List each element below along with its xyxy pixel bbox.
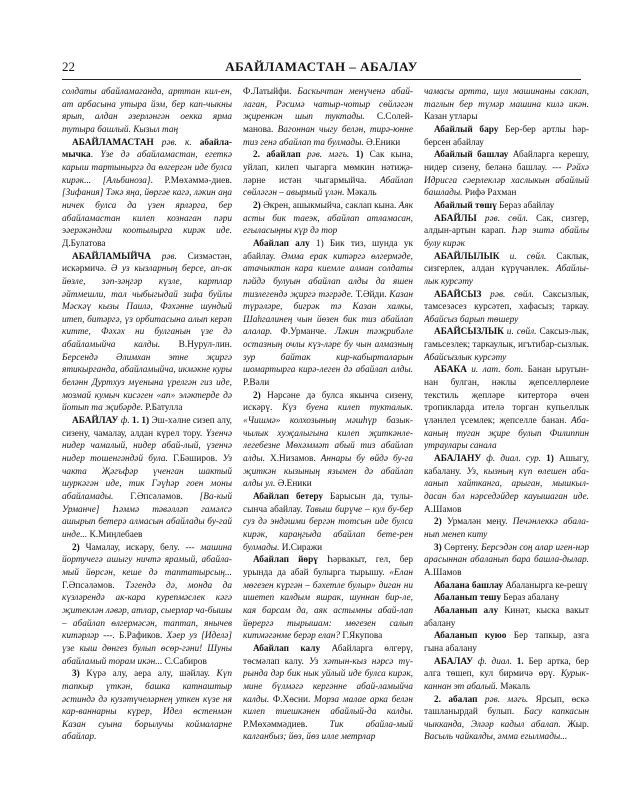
entry-headword: АБАЛАНУ [434,454,482,465]
dictionary-entry [424,580,589,593]
entry-headword: 1. 1) [132,416,150,427]
dictionary-entry [424,200,589,213]
dictionary-entry [243,491,413,554]
entry-example: Тавыш бирүче – кул бу-бер суз дә эндәшми бергән тотсын иде булса кирәк, караңгыда абайлап бете-рен булмады. [243,504,413,553]
entry-text: Мәкаль [497,681,531,692]
entry-example: Тәгендә дә, монда да күзләрендә ак-кара курепмәслек кәгә җитеклән ләвәр, атлар, сыерлар ча-бышы – абайлап өлгермәсән, таптап, янычев китәрләр ---. [62,580,232,642]
entry-text: Бераз абалану [500,593,559,604]
entry-text: Урмалән меңу. [441,517,513,528]
dictionary-entry [424,453,589,516]
running-title: АБАЙЛАМАСТАН – АБАЛАУ [225,59,418,74]
entry-text: Ашыгу, кабалану. [424,454,589,477]
entry-text: Саклык, сизгерлек, алдан күрүчәнлек. [424,251,589,275]
entry-example: Ләкин тәҗрибәле остазның очлы күз-ләре бу чын алмазның зур байтак кир-кабырталарын шомартырга кирә-леген дә абайлап алды. [243,327,413,376]
entry-example: Вагоннан чыгу белән, тирә-юнне тиз генә абайлап та булмады. [243,124,413,148]
entry-headword: АБАКА [434,365,467,376]
dictionary-entry [243,238,413,390]
entry-example: [Зифания] Тәкә яңа, йөргәе кагә, ләкин аңа ничек булса да үзен ярләрга, бер абайламастан килеп кознаган пәри эәерәкәндәш коотылырга кирәк иде. [62,188,232,237]
entry-example: Күз буена килеп тукталык. «Чишмә» колхозының мәшһүр базык-чылык хуҗалыгына килеп җиткәнле-легебезне Мөхәммәт абый тиз абайлап алды. [243,403,413,465]
entry-example: Һәр эштә абайлы булу кирәк [424,226,589,249]
entry-headword: Абалана башлау [434,580,503,591]
entry-example: ф. [118,416,133,427]
entry-text: Жыр. [560,719,589,730]
entry-text: Бер артка, бер алга төшеп, кул бирмичә өрү. [424,656,589,680]
entry-headword: абайла-мычка [62,137,232,161]
entry-example: солдаты абайламаганда, арттан кил-ен, ат арбасына утыра йэм, бер кап-чыкны ярып, алдан әзерләнгән оекка ярма тутыра башлый. Кызыл таң [62,87,232,135]
entry-text: Саксызлык, тамсезәсез курсәтеп, хафасыз; таркау. [424,289,589,313]
entry-text: . [90,150,101,161]
entry-example: [Ва-кый Урманче] Һәммә тәвәлләп гамәлсә ашырып бетерә алмасын абайлады бу-гай инде... [62,492,232,540]
entry-text: Бер тапкыр, азга гына абалану [424,631,589,654]
entry-headword: АБАЙЛЫ [434,213,477,224]
entry-text: Әкрен, ашыкмыйча, саклап кына. [260,200,399,211]
entry-headword: 3) [434,542,442,553]
entry-headword: АБАЛАУ [434,656,474,667]
entry-headword: Абаланып куюо [434,631,507,642]
entry-text: Сак, сизгер, алдын-артын карап. [424,213,589,237]
dictionary-entry [243,200,413,238]
dictionary-entry [424,656,589,694]
entry-example: Абайлы-лык курсәту [424,264,589,287]
entry-example: --- машина йортучегә ашыгу ничтә ярамый, абайла-мый йөрсән, кеше дә таптатырсың... [62,542,232,578]
entry-example: Тик абайла-мый калганбыз; йөз, йөз илле метрлар [243,719,413,743]
dictionary-entry [243,643,413,744]
entry-text: Күрә алу, аера алу, шәйлау. [79,669,217,680]
text-column-right [424,86,589,786]
dictionary-entry [424,364,589,453]
entry-headword: Абайлый төшү [434,200,497,211]
entry-text: Р.Мөхәммәдиев. [243,719,330,730]
entry-text: Г.Әпсәләмов. [113,492,200,502]
dictionary-entry [424,149,589,200]
entry-text: Г.Якупова [340,631,383,642]
entry-text: 1) Бик тиз, шунда ук абайлау. [243,238,413,262]
dictionary-entry [424,124,589,149]
entry-headword: Абаланып алу [434,605,499,616]
entry-example: Хәер уз [Иделә] үзе кыш дөнгез булып өсөр-гәни! Шуны абайламый торам икән... [62,631,232,667]
entry-example: мәгъ. [328,150,356,161]
entry-example: Басу капкасын чыкканда, Эләәр кадыл абалап. [424,707,589,730]
entry-headword: АБАЙЛАУ [72,416,119,427]
dictionary-entry [62,542,232,669]
entry-example: Абайсызлык курсәту [424,352,507,363]
text-column-middle [243,86,413,786]
entry-headword: 2) [253,200,261,211]
dictionary-entry [424,592,589,605]
entry-text: Бер-бер артлы һәр-берсен абайлау [424,124,589,148]
entry-text: Г.Бәширов. [167,454,223,465]
entry-text: А.Шамов [424,504,462,515]
dictionary-entry [424,694,589,745]
dictionary-entry [424,542,589,580]
entry-text: Сак кына, уйлап, килеп чыгарга мөмкин нәтиҗә-ләрне истән чыгармыйча. [243,150,413,186]
entry-example: Морза малае арка белән килеп тиешкәнен абайлый-да калды. [243,694,413,718]
entry-example: Абайлап сөйләгән – авырмый үлән. [243,175,413,199]
entry-text: Казан утлары [424,112,478,123]
entry-text: Сөртену. [441,542,482,553]
entry-headword: 1) [355,150,364,161]
entry-text: Барысын да, тулы-сынча абайлау. [243,492,413,515]
entry-example: Үзенчә нидер чамалый, нидер абай-лый, үзенчә нидер тошенгәндәй була. [62,428,232,465]
entry-headword: Абайлап алу [253,238,310,249]
entry-text: Абайларга өлгерү, төсмәлап калу. [243,643,413,667]
entry-text: Абайларга керешу, нидер сизену, беләнә башлау. [424,150,589,173]
entry-headword: 2) [253,390,261,401]
entry-text: Банан ыругын-нан булган, нәклы җепселлөрлеие текстиль җепләре китерторә өчен тропикларда ителә торган купьеллык үләнлел үсемлек; җепселле банан. [424,365,589,427]
entry-text: Кинәт, кыска вакыт абалану [424,605,589,629]
entry-text: С.Солей-манова. [243,112,413,135]
dictionary-entry [243,86,413,149]
entry-example: --- Рәйхә Идрисга сәерлекләр хаслыкын абайлый башлады. [424,162,589,199]
entry-headword: АБАЙЛАМАСТАН [72,137,154,148]
page-header [62,59,581,79]
entry-example: Курык-каннан эт абалый. [424,669,589,692]
entry-text: Ф.Хөсни. [269,694,314,705]
dictionary-entry [243,390,413,491]
entry-example: рәв. [300,150,329,161]
entry-text: Эш-хәлне сизеп алу, сизену, чамалау, алдан күрел тору. [62,416,232,439]
entry-example: Үзе дә абайламастан, егеткә карыш тартыныргә да өлгергән иде булса кирәк... [Альбиноза] [62,150,232,186]
entry-text: Һәрвакыт, гел, бер урында да абай булырга тырышу. [243,555,413,578]
entry-example: рәв. сөйл. [476,213,537,224]
dictionary-entry [424,213,589,251]
entry-text: В.Нурул-лин. [160,340,232,351]
entry-text: Чамалау, искәру, белу. [79,542,186,553]
entry-example: Аяк асты бик таеэк, абайлап атламасан, егыласыңны күр дә тор [243,200,413,237]
dictionary-entry [424,605,589,630]
entry-example: и. сөйл. [499,251,557,262]
entry-headword: Абайлап йөрү [253,555,318,566]
entry-text: Ф.Урманче. [272,327,335,338]
entry-text: Нәрсәне дә булса якынча сизену, искәрү. [243,390,413,414]
entry-text: Ярсып, өскә ташланырдай булып. [424,694,589,718]
entry-text: Ә.Еники [363,137,401,148]
entry-text: Т.Әйди. [353,289,390,300]
entry-text: Саксыз-лык, гамьсезлек; таркаулык, игътибар-сызлык. [424,327,589,351]
entry-example: Уз, кызның күп өлешен аба-ланып хайтканга, арыган, мышкыл-дасан бәл нәрседәйдер кауышаган иде. [424,466,589,502]
entry-headword: АБАЙЛАМЫЙЧА [72,251,151,262]
entry-headword: АБАЙЛЫЛЫК [434,251,500,262]
entry-text: Мәкаль [344,188,377,199]
entry-headword: 1) [546,454,554,465]
entry-example: «Елан мөгезен күргән – бәхетле булыр» диган ни ишетеп калдым яшрак, шуннан бир-ле, кая барсам да, аяк астымны абай-лап йөрергә тырышам: мөгезен салып китмәгәнме берәр елан? [243,567,413,642]
entry-text: Ф.Латыйфи. [243,87,298,97]
entry-headword: 2) [434,517,442,528]
page-number: 22 [62,59,75,74]
entry-headword: Абайлый башлау [434,150,509,161]
entry-text: Г.Әпсәләмов. [62,580,126,591]
entry-text: Р.Вәли [243,378,270,389]
entry-headword: 1. [516,656,524,667]
entry-example: ф. диал. сур. [481,454,547,465]
dictionary-entry [424,630,589,655]
entry-example: Уз чакта Җәгъфәр үченган шактый шуркәгән иде, тик Гәүһәр гоен моны абайламады. [62,454,232,502]
entry-text: Б.Рафиков. [114,631,167,642]
entry-text: Рифә Рахман [462,188,517,199]
entry-text: С.Сабиров [162,656,207,667]
entry-example: Абайсыз барып төшеру [424,314,519,325]
entry-headword: 2. абалап [434,694,478,705]
entry-text: Сизмәстән, искәрмичә. [62,251,232,275]
dictionary-entry [243,554,413,643]
entry-example: рәв. сөйл. [481,289,543,300]
dictionary-entry [424,326,589,364]
entry-headword: АБАЙСЫЗЛЫК [434,327,504,338]
entry-example: Аба-каның туган җире булып Филиппин утраулары санала [424,416,589,452]
entry-text: Х.Низамов. [265,454,321,465]
dictionary-entry [62,668,232,744]
entry-text: К.Миңлебаев [87,529,143,540]
dictionary-entry [62,251,232,416]
text-column-left [62,86,232,786]
dictionary-entry [424,86,589,124]
dictionary-entry [424,289,589,327]
dictionary-entry [62,86,232,137]
entry-example: Казан түрәләре, бигрәк тә Казан халкы, Шаһгалинең чын йөзен бик тиз абайлап алалар. [243,289,413,338]
entry-example: Әмма ерак китәргә өлгермәде, атачыктан кара киемле алман солдаты пәйдә булуын абайлап алды да яшен тизлегендә җиргә тәгрәде. [243,251,413,300]
entry-text: А.Шамов [424,567,462,578]
entry-text: Д.Булатова [62,238,106,249]
entry-text: . Р.Мөхәммә-диев. [150,175,232,186]
entry-headword: Абайлый бару [434,124,499,135]
entry-example: рәв. [151,251,188,262]
entry-example: и. лат. бот. [466,365,528,376]
entry-example: рәв. к. [153,137,200,148]
header-rule [62,79,581,80]
entry-example: Аннары бу өйдә бу-га җиткән кызының язымен дә абайлап алды ул. [243,454,413,490]
entry-text: И.Сиражи [279,542,323,553]
dictionary-entry [62,415,232,542]
entry-text: Бераз абайлау [496,200,555,211]
entry-example: Берсэдән соң алар иген-нәр арасыннан абаланып бара башла-дылар. [424,542,589,566]
entry-example: Ә уз кызларның берсе, ап-ак йөзле, зәп-зәңгәр күзле, картлар әйтмешли, тал чыбыгыдай зифа буйлы Мәскәү кызы Паилә, Фәхәнне шундый итеп, битәргә, үз орбитасына алып керәп китте, Фәхәх ни булганын үзе дә абайламыйча калды. [62,264,232,351]
entry-example: ф. диал. [473,656,517,667]
dictionary-entry [424,516,589,541]
entry-example: Баскычтан менүченә абай-лаган, Рәсимә чатыр-чотыр сөйләгән җиренкән шып туктады. [243,87,413,123]
entry-example: Күп тапкыр үткән, башка катнаштыр әстиндә дә кузәтүчеләрнең уткен күзе ня кар-ваннарны күрер, Идел өстенмән Казан суына борылучы коймаларне абайлар. [62,669,232,743]
entry-headword: АБАЙСЫЗ [434,289,482,300]
entry-example: рәв. мәгъ. [477,694,536,705]
entry-headword: Абаланып тешу [434,593,501,604]
entry-headword: 3) [72,669,80,680]
entry-example: Печәнлеккә абала-нып менеп киту [424,517,589,540]
entry-headword: 2. абайлап [253,150,301,161]
dictionary-entry [243,149,413,200]
dictionary-entry [62,137,232,251]
entry-example: Уз хәтын-кыз нәрсә тү-рында дәр бик нык уйлый иде булса кирәк, мине бүлмәгә кергәнне абай-ламыйча калды. [243,656,413,705]
entry-example: Берсендә Әлимхан этне җиргә ятикырганда, абайламыйча, икмәкне куры беләнн Дуртхуз мүенына үрелгән гиз иде, мозмай кумыч кисәген «ап» эләктерде дә йотып та җибәрде. [62,352,232,414]
entry-text: Ә.Еники [275,479,312,490]
entry-example: Васыль чайкалды, әмма егылмады... [424,732,568,743]
entry-text: Абаланырга ке-решү [503,580,588,591]
entry-headword: Абайлап калу [253,643,321,654]
entry-text: Р.Батулла [142,403,183,414]
dictionary-entry [424,251,589,289]
entry-example: и. сөйл. [503,327,540,338]
entry-headword: 2) [72,542,80,553]
entry-example: чамасы артта, шул машинаны саклап, таглын бер түмәр машина килә икән. [424,87,589,110]
entry-headword: Абайлап бетеру [253,492,324,502]
